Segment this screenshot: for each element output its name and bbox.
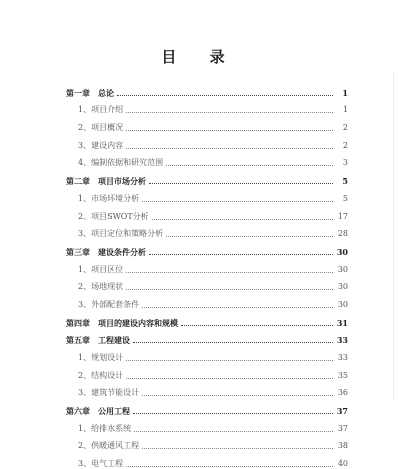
dot-leader [149,183,333,184]
toc-entry-label: 第六章 公用工程 [66,406,130,417]
dot-leader [142,201,333,202]
dot-leader [133,342,333,343]
toc-page-number: 30 [337,299,348,309]
toc-entry-label: 3、电气工程 [78,459,124,469]
dot-leader [142,307,333,308]
toc-page-number: 33 [336,335,348,346]
toc-entry-label: 3、外部配套条件 [78,299,140,309]
dot-leader [133,413,333,414]
toc-chapter-entry[interactable] [66,168,348,186]
toc-section-entry[interactable] [66,133,348,151]
toc-chapter-entry[interactable] [66,398,348,416]
toc-section-entry[interactable] [66,186,348,204]
page-edge-shadow [393,70,400,400]
toc-section-entry[interactable] [66,204,348,222]
toc-chapter-entry[interactable] [66,80,348,98]
toc-chapter-entry[interactable] [66,239,348,257]
toc-entry-label: 1、规划设计 [78,353,124,362]
dot-leader [126,466,333,467]
toc-page-number: 35 [337,370,348,380]
toc-page-number: 36 [337,388,348,398]
toc-section-entry[interactable] [66,151,348,169]
toc-page-number: 30 [336,246,348,257]
dot-leader [126,148,333,149]
toc-section-entry[interactable] [66,115,348,133]
toc-section-entry[interactable] [66,434,348,452]
dot-leader [149,254,333,255]
dot-leader [134,431,333,432]
toc-entry-label: 1、市场环境分析 [78,193,140,203]
dot-leader [126,360,333,361]
toc-entry-label: 2、项目SWOT分析 [78,211,149,221]
toc-section-entry[interactable] [66,257,348,275]
toc-entry-label: 2、供暖通风工程 [78,441,140,451]
dot-leader [126,112,333,113]
dot-leader [126,272,333,273]
toc-entry-label: 第五章 工程建设 [66,335,130,346]
toc-page-number: 3 [342,158,348,168]
toc-page-number: 37 [337,423,348,433]
toc-entry-label: 第二章 项目市场分析 [66,176,146,187]
toc-page-number: 33 [337,353,348,362]
toc-page-number: 31 [336,317,348,328]
toc-page-number: 30 [337,264,348,274]
toc-section-entry[interactable] [66,98,348,116]
toc-page-number: 37 [336,406,348,417]
toc-entry-label: 4、编制依据和研究范围 [78,158,164,168]
toc-page-number: 1 [342,87,348,98]
toc-section-entry[interactable] [66,451,348,469]
toc-entry-label: 3、建设内容 [78,140,124,150]
dot-leader [126,130,333,131]
toc-section-entry[interactable] [66,416,348,434]
toc-page-number: 17 [337,211,348,221]
dot-leader [152,219,333,220]
dot-leader [142,448,333,449]
toc-entry-label: 第一章 总论 [66,87,114,98]
table-of-contents [66,80,348,469]
toc-page-number: 5 [342,176,348,187]
toc-page-number: 38 [337,441,348,451]
toc-page-number: 5 [342,193,348,203]
dot-leader [117,95,333,96]
toc-section-entry[interactable] [66,292,348,310]
toc-section-entry[interactable] [66,275,348,293]
toc-entry-label: 1、项目介绍 [78,105,124,115]
toc-page-number: 2 [342,140,348,150]
toc-chapter-entry[interactable] [66,328,348,346]
toc-entry-label: 第四章 项目的建设内容和规模 [66,317,178,328]
dot-leader [181,325,333,326]
dot-leader [166,236,333,237]
toc-entry-label: 2、场地现状 [78,282,124,292]
toc-entry-label: 第三章 建设条件分析 [66,246,146,257]
toc-section-entry[interactable] [66,345,348,363]
toc-section-entry[interactable] [66,381,348,399]
dot-leader [126,289,333,290]
toc-title: 目 录 [161,48,239,66]
dot-leader [166,165,333,166]
toc-page-number: 2 [342,123,348,133]
toc-entry-label: 2、项目概况 [78,123,124,133]
toc-page-number: 1 [342,105,348,115]
toc-page-number: 40 [337,459,348,469]
toc-entry-label: 3、建筑节能设计 [78,388,140,398]
dot-leader [126,378,333,379]
dot-leader [142,395,333,396]
toc-section-entry[interactable] [66,222,348,240]
toc-entry-label: 1、项目区位 [78,264,124,274]
toc-page-number: 28 [337,229,348,239]
toc-entry-label: 2、结构设计 [78,370,124,380]
toc-chapter-entry[interactable] [66,310,348,328]
toc-entry-label: 1、给排水系统 [78,423,132,433]
toc-section-entry[interactable] [66,363,348,381]
toc-entry-label: 3、项目定位和策略分析 [78,229,164,239]
toc-page-number: 30 [337,282,348,292]
